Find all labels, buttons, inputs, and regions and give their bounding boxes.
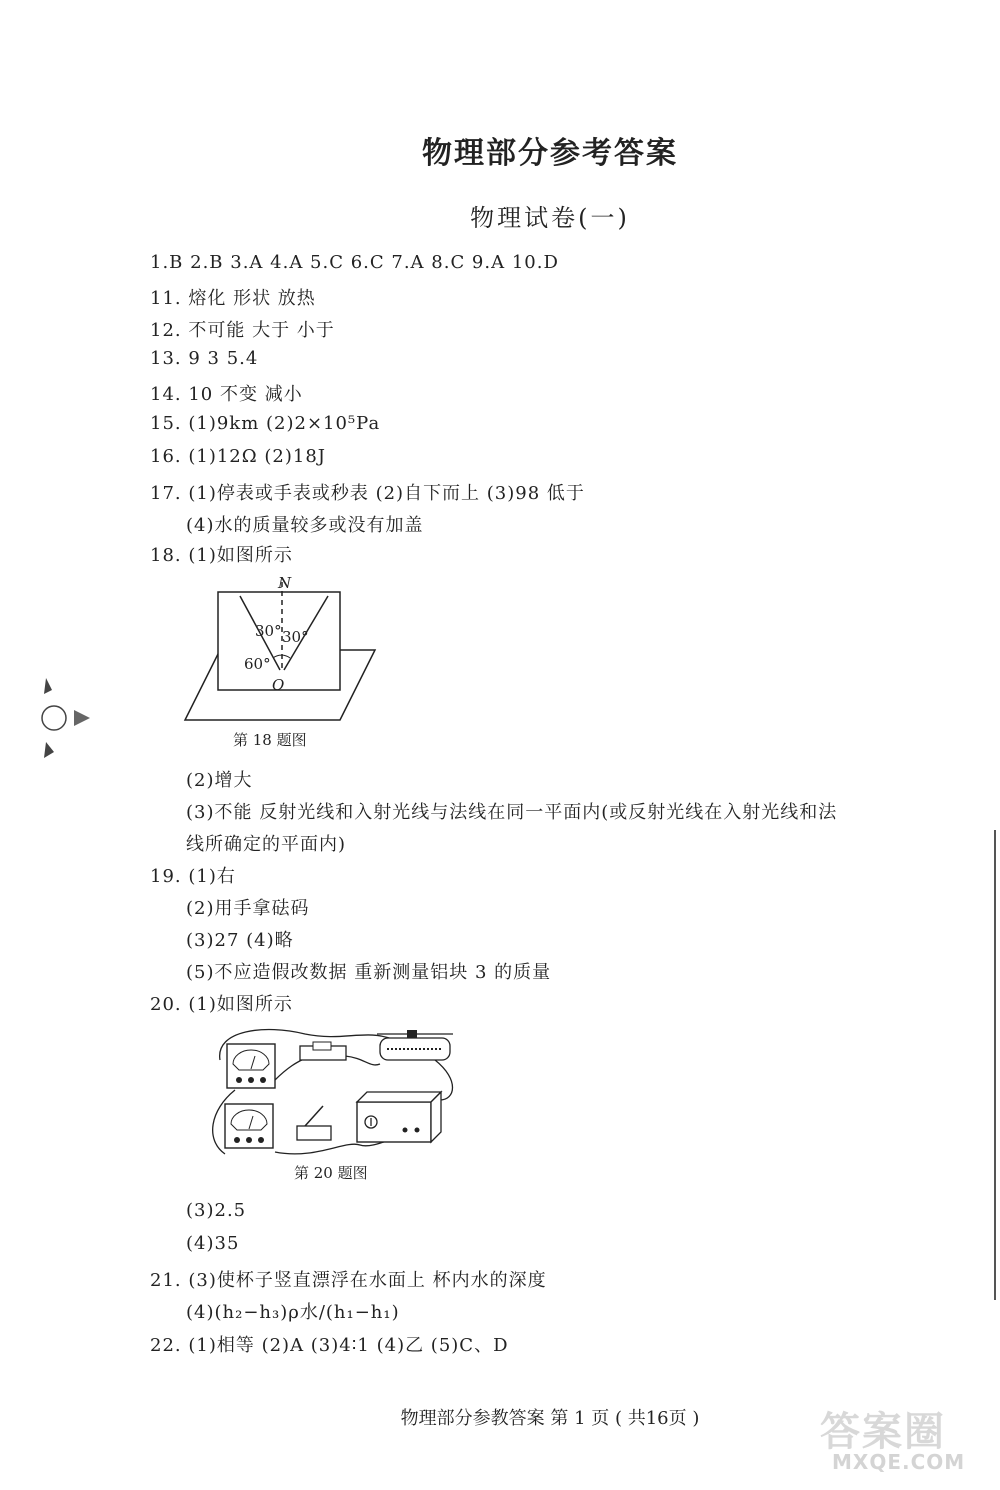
answer-line-20b: (3)2.5 xyxy=(186,1200,247,1221)
answer-line-14: 14. 10 不变 减小 xyxy=(150,384,303,405)
answer-line-19d: (5)不应造假改数据 重新测量铝块 3 的质量 xyxy=(186,962,552,983)
answer-line-18b: (2)增大 xyxy=(186,770,253,791)
answer-line-20a: 20. (1)如图所示 xyxy=(150,994,293,1015)
answer-line-16: 16. (1)12Ω (2)18J xyxy=(150,446,327,467)
margin-ornament-icon xyxy=(38,672,98,764)
answer-line-17a: 17. (1)停表或手表或秒表 (2)自下而上 (3)98 低于 xyxy=(150,483,585,504)
page-subtitle: 物理试卷(一) xyxy=(470,204,630,232)
answer-line-20c: (4)35 xyxy=(186,1233,240,1254)
watermark-logo: 答案圈 xyxy=(820,1409,946,1455)
page-footer: 物理部分参教答案 第 1 页 ( 共16页 ) xyxy=(400,1408,700,1429)
answer-line-19a: 19. (1)右 xyxy=(150,866,236,887)
answer-line-19c: (3)27 (4)略 xyxy=(186,930,294,951)
answer-line-22: 22. (1)相等 (2)A (3)4∶1 (4)乙 (5)C、D xyxy=(150,1335,509,1356)
watermark-url: MXQE.COM xyxy=(832,1450,966,1474)
answer-line-13: 13. 9 3 5.4 xyxy=(150,348,259,369)
figure-20-circuit-diagram xyxy=(205,1020,470,1160)
angle-label-3: 60° xyxy=(244,655,271,673)
answer-line-19b: (2)用手拿砝码 xyxy=(186,898,310,919)
answer-line-18d: 线所确定的平面内) xyxy=(186,834,347,855)
figure-18-diagram xyxy=(180,570,380,725)
angle-label-1: 30° xyxy=(255,622,282,640)
figure-20-caption: 第 20 题图 xyxy=(294,1164,368,1182)
normal-label: N xyxy=(278,574,292,592)
answer-line-18c: (3)不能 反射光线和入射光线与法线在同一平面内(或反射光线在入射光线和法 xyxy=(186,802,838,823)
answer-line-12: 12. 不可能 大于 小于 xyxy=(150,320,335,341)
answer-line-21b: (4)(h₂−h₃)ρ水/(h₁−h₁) xyxy=(186,1302,400,1323)
answer-line-21a: 21. (3)使杯子竖直漂浮在水面上 杯内水的深度 xyxy=(150,1270,547,1291)
point-o-label: O xyxy=(272,676,285,694)
answer-line-18a: 18. (1)如图所示 xyxy=(150,545,293,566)
angle-label-2: 30° xyxy=(282,628,309,646)
figure-18-caption: 第 18 题图 xyxy=(233,731,307,749)
page-title: 物理部分参考答案 xyxy=(422,136,678,171)
answer-line-1-10: 1.B 2.B 3.A 4.A 5.C 6.C 7.A 8.C 9.A 10.D xyxy=(150,252,559,273)
answer-line-17b: (4)水的质量较多或没有加盖 xyxy=(186,515,424,536)
page-edge-line xyxy=(994,830,996,1300)
answer-line-11: 11. 熔化 形状 放热 xyxy=(150,288,316,309)
answer-line-15: 15. (1)9km (2)2×10⁵Pa xyxy=(150,413,381,434)
